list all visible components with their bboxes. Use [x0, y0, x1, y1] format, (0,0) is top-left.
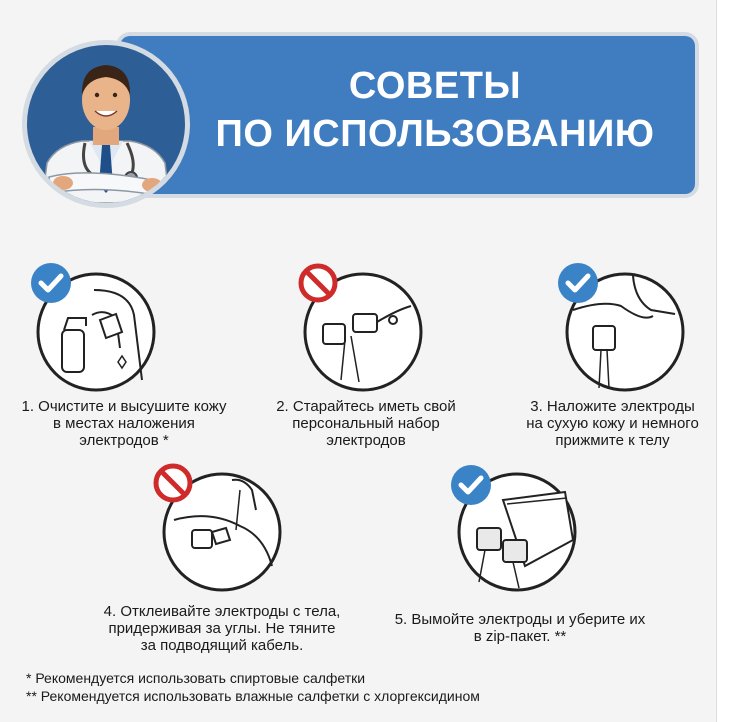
- step-5-line-2: в zip-пакет. **: [473, 628, 567, 645]
- step-3-caption: [500, 398, 725, 449]
- step-4-line-3: за подводящий кабель.: [140, 637, 304, 654]
- doctor-illustration: [27, 45, 185, 203]
- step-5-line-1: 5. Вымойте электроды и уберите их: [394, 611, 646, 628]
- step-1-caption: [4, 398, 244, 449]
- page-edge: [716, 0, 729, 722]
- footnote-2: ** Рекомендуется использовать влажные салфетки с хлоргексидином: [26, 688, 480, 704]
- step-4-line-1: 4. Отклеивайте электроды с тела,: [103, 603, 341, 620]
- step-4-prohibited-icon: [152, 462, 194, 504]
- page-title: [175, 62, 695, 158]
- title-line-2: ПО ИСПОЛЬЗОВАНИЮ: [215, 113, 655, 155]
- step-3-line-3: прижмите к телу: [555, 432, 670, 449]
- step-5-caption: [375, 611, 665, 645]
- step-2-caption: [248, 398, 484, 449]
- step-2-line-3: электродов: [326, 432, 406, 449]
- step-1-line-3: электродов *: [79, 432, 169, 449]
- step-3-check-icon: [557, 262, 599, 304]
- step-4-line-2: придерживая за углы. Не тяните: [108, 620, 336, 637]
- step-1-line-2: в местах наложения: [53, 415, 195, 432]
- step-3-line-1: 3. Наложите электроды: [530, 398, 695, 415]
- step-2-line-1: 2. Старайтесь иметь свой: [276, 398, 456, 415]
- title-line-1: СОВЕТЫ: [348, 65, 522, 107]
- step-3-line-2: на сухую кожу и немного: [526, 415, 699, 432]
- footnote-1: * Рекомендуется использовать спиртовые салфетки: [26, 670, 366, 686]
- step-1-check-icon: [30, 262, 72, 304]
- step-4-caption: [86, 603, 358, 654]
- step-1-line-1: 1. Очистите и высушите кожу: [21, 398, 227, 415]
- step-5-check-icon: [450, 464, 492, 506]
- step-2-line-2: персональный набор: [292, 415, 440, 432]
- doctor-avatar: [22, 40, 190, 208]
- step-2-prohibited-icon: [297, 262, 339, 304]
